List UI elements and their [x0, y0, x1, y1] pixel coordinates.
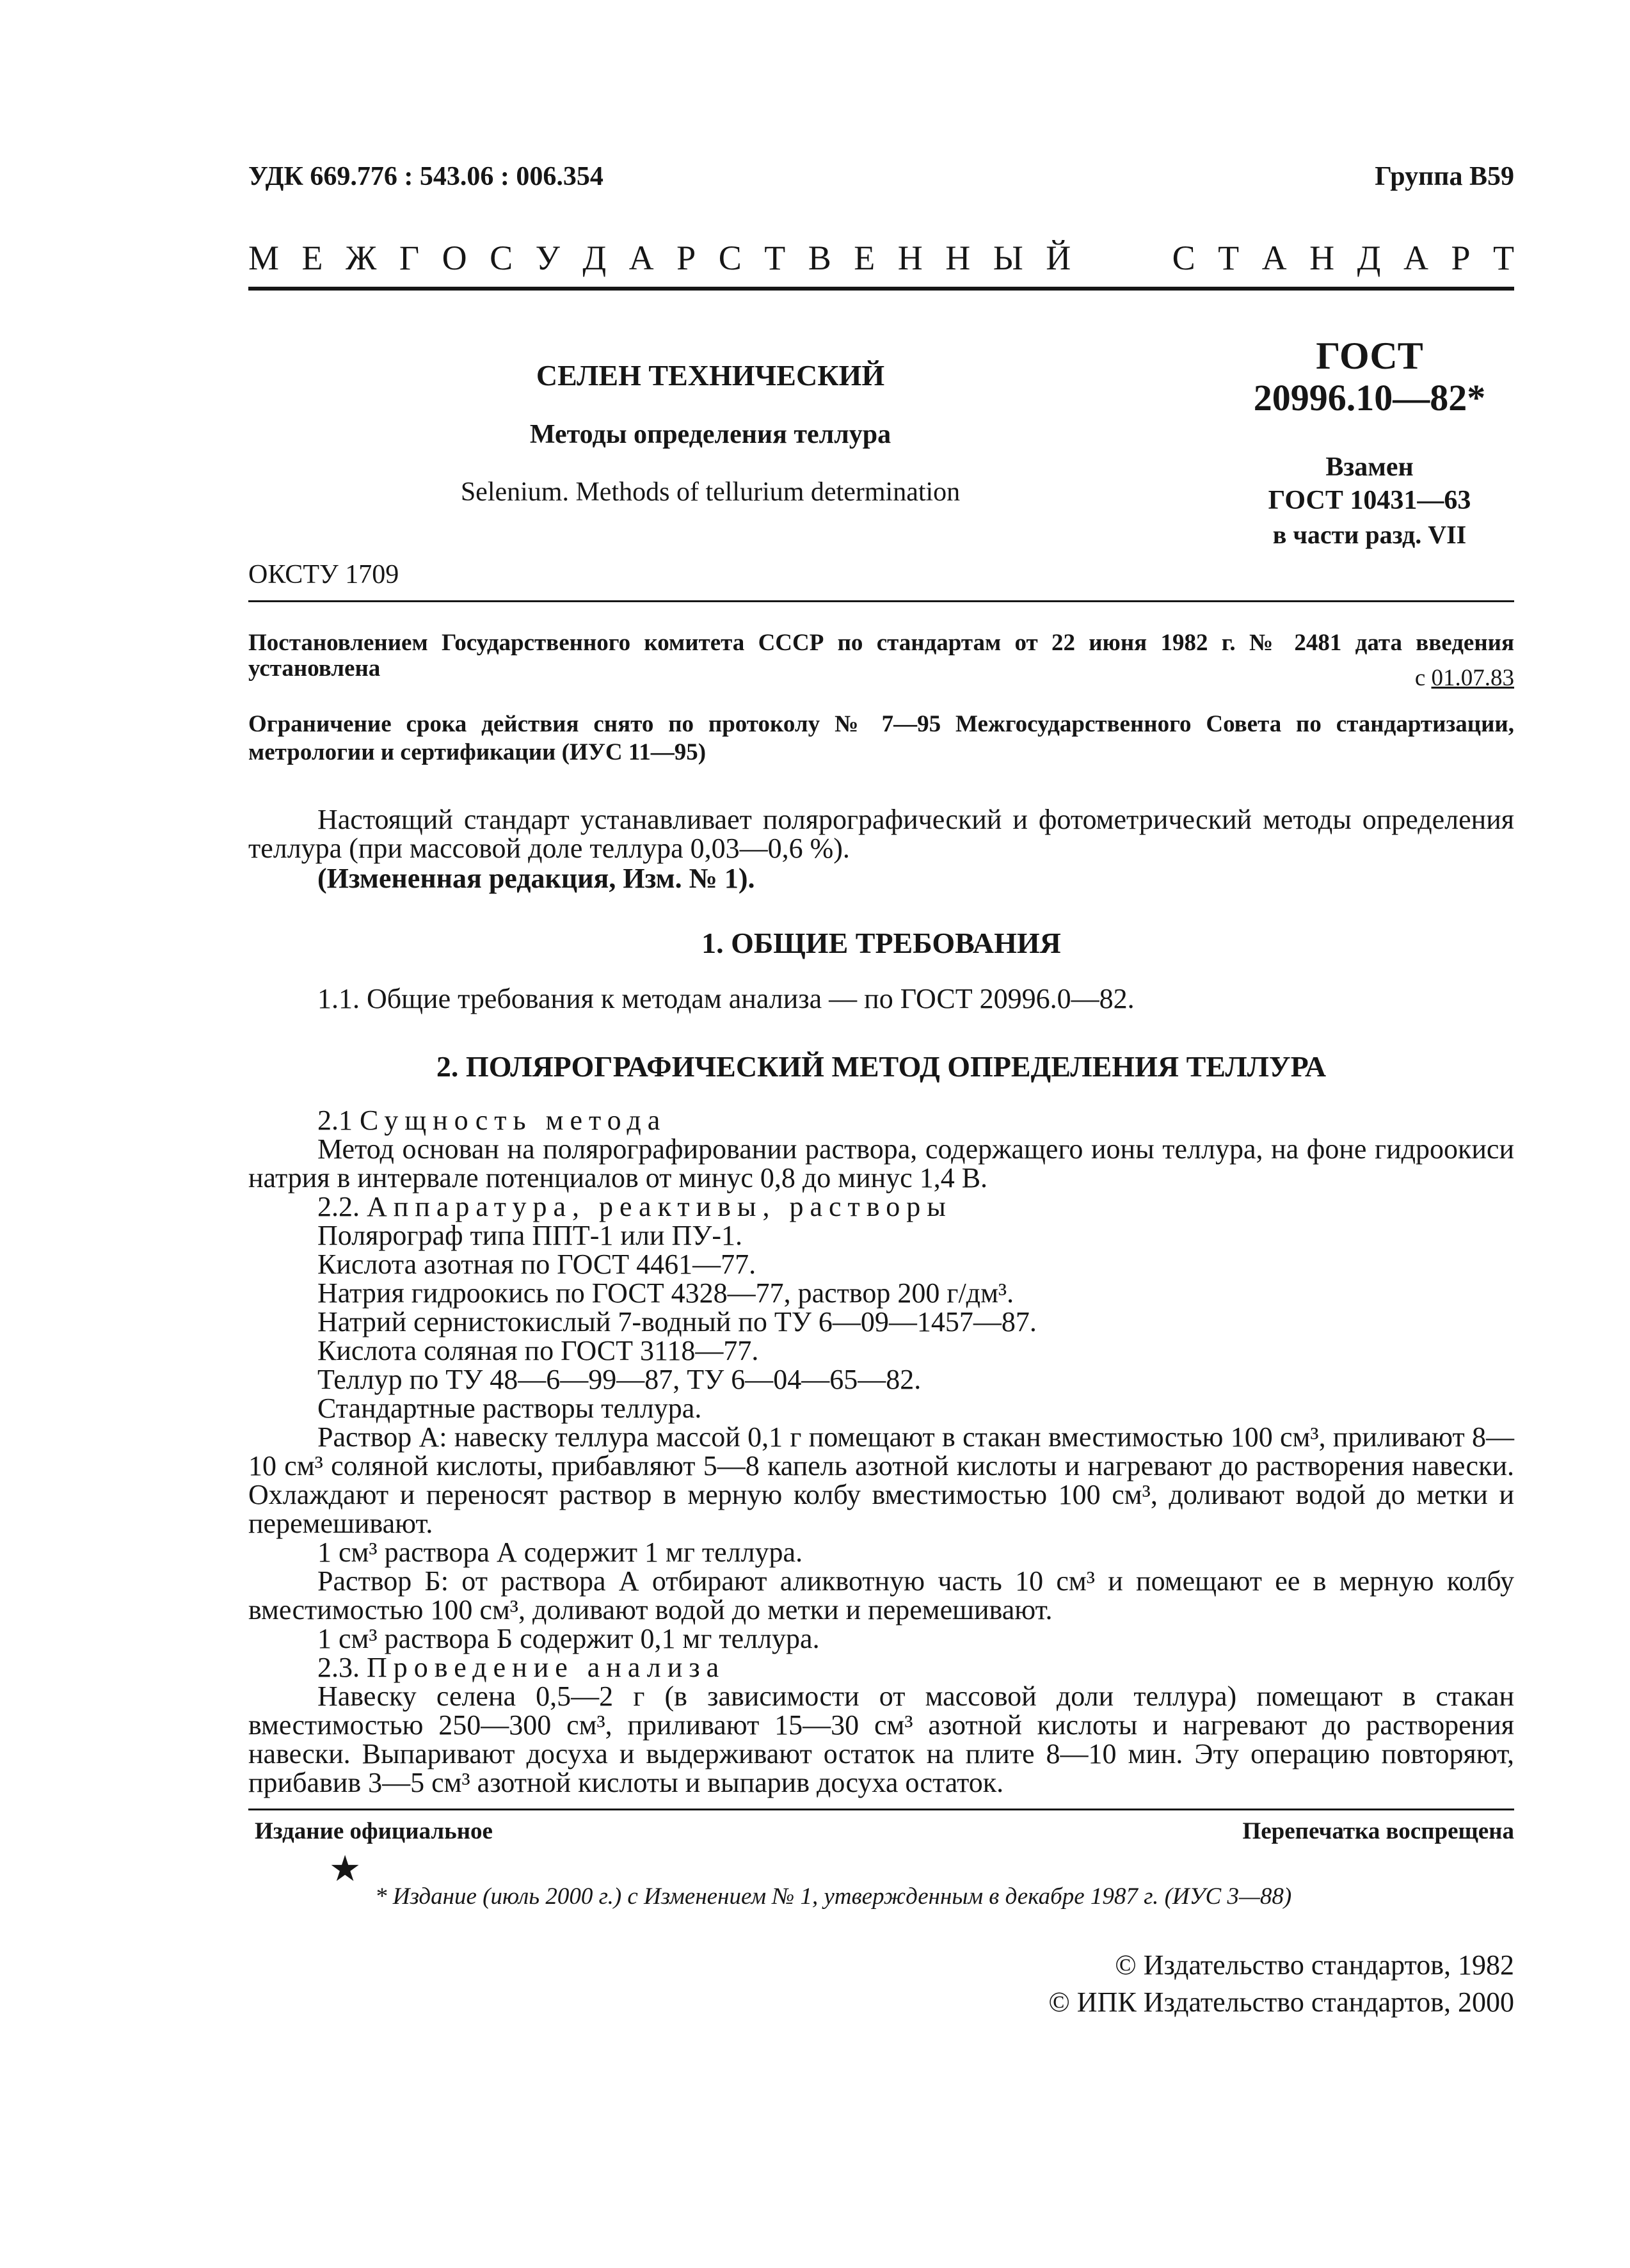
subsection-2-3-title [248, 1653, 1514, 1682]
subsection-2-2-caption: Аппаратура, реактивы, растворы [367, 1191, 952, 1222]
list-item: Кислота соляная по ГОСТ 3118—77. [317, 1335, 759, 1366]
subsection-2-1-caption: Сущность метода [360, 1105, 667, 1136]
limitation-note: Ограничение срока действия снято по протоколу № 7—95 Межгосударственного Совета по стандартизации, метрологии и сертификации (ИУС 11—95) [248, 711, 1514, 765]
subsection-2-3-number: 2.3. [317, 1652, 360, 1683]
section-1-heading: 1. ОБЩИЕ ТРЕБОВАНИЯ [701, 927, 1061, 959]
group-code: Группа В59 [1375, 162, 1514, 191]
copyright-block [1048, 1947, 1514, 2021]
subsection-2-1-title [248, 1106, 1514, 1135]
subsection-2-2-number: 2.2. [317, 1191, 360, 1222]
section-2-body [248, 1106, 1514, 1797]
udc-code: УДК 669.776 : 543.06 : 006.354 [248, 162, 603, 191]
copyright-2000: © ИПК Издательство стандартов, 2000 [1048, 1986, 1514, 2018]
reprint-prohibited: Перепечатка воспрещена [1242, 1818, 1514, 1844]
doc-title-english: Selenium. Methods of tellurium determination [460, 477, 961, 507]
replaces-number: ГОСТ 10431—63 [1268, 486, 1471, 515]
intro-amendment: (Измененная редакция, Изм. № 1). [317, 863, 755, 894]
list-item: Теллур по ТУ 48—6—99—87, ТУ 6—04—65—82. [317, 1364, 922, 1395]
solution-b-text: Раствор Б: от раствора А отбирают аликвотную часть 10 см³ и помещают ее в мерную колбу вместимостью 100 см³, доливают водой до метки и перемешивают. [248, 1565, 1514, 1625]
subsection-2-2-title [248, 1192, 1514, 1221]
banner-rule [248, 287, 1514, 291]
replaces-label: Взамен [1325, 452, 1414, 482]
intro-paragraph: Настоящий стандарт устанавливает полярографический и фотометрический методы определения теллура (при массовой доле теллура 0,03—0,6 %). [248, 804, 1514, 864]
replaces-part: в части разд. VII [1272, 520, 1467, 549]
banner-right: С Т А Н Д А Р Т [1172, 239, 1514, 277]
footer-rule [248, 1809, 1514, 1810]
decree-date-prefix: с [1414, 665, 1426, 691]
section-2-heading: 2. ПОЛЯРОГРАФИЧЕСКИЙ МЕТОД ОПРЕДЕЛЕНИЯ ТЕЛЛУРА [436, 1050, 1327, 1083]
subsection-2-1-text: Метод основан на полярографировании раствора, содержащего ионы теллура, на фоне гидроокиси натрия в интервале потенциалов от минус 0,8 до минус 1,4 В. [248, 1133, 1514, 1194]
section-1-1: 1.1. Общие требования к методам анализа — по ГОСТ 20996.0—82. [317, 983, 1135, 1014]
gost-number: 20996.10—82* [1253, 377, 1486, 419]
solution-b-concentration: 1 см³ раствора Б содержит 0,1 мг теллура. [317, 1623, 820, 1654]
okstu-code: ОКСТУ 1709 [248, 560, 399, 589]
list-item: Стандартные растворы теллура. [317, 1393, 702, 1424]
official-edition: Издание официальное [255, 1818, 493, 1844]
gost-label: ГОСТ [1316, 335, 1423, 377]
list-item: Натрия гидроокись по ГОСТ 4328—77, раствор 200 г/дм³. [317, 1277, 1014, 1309]
standard-banner [248, 238, 1514, 278]
solution-a-concentration: 1 см³ раствора А содержит 1 мг теллура. [317, 1537, 803, 1568]
list-item: Кислота азотная по ГОСТ 4461—77. [317, 1249, 756, 1280]
subsection-2-3-text: Навеску селена 0,5—2 г (в зависимости от массовой доли теллура) помещают в стакан вместимостью 250—300 см³, приливают 15—30 см³ азотной кислоты и нагревают до растворения навески. Выпаривают досуха и выдерживают остаток на плите 8—10 мин. Эту операцию повторяют, прибавив 3—5 см³ азотной кислоты и выпарив досуха остаток. [248, 1681, 1514, 1798]
solution-a-text: Раствор А: навеску теллура массой 0,1 г помещают в стакан вместимостью 100 см³, приливают 8—10 см³ соляной кислоты, прибавляют 5—8 капель азотной кислоты и нагревают до растворения навески. Охлаждают и переносят раствор в мерную колбу вместимостью 100 см³, доливают водой до метки и перемешивают. [248, 1421, 1514, 1539]
list-item: Натрий сернистокислый 7-водный по ТУ 6—09—1457—87. [317, 1306, 1037, 1338]
star-icon: ★ [329, 1849, 362, 1889]
subsection-2-1-number: 2.1 [317, 1105, 353, 1136]
copyright-1982: © Издательство стандартов, 1982 [1115, 1949, 1514, 1981]
decree-date [1415, 664, 1514, 692]
doc-title: СЕЛЕН ТЕХНИЧЕСКИЙ [536, 359, 885, 392]
title-rule [248, 600, 1514, 602]
doc-subtitle: Методы определения теллура [529, 420, 891, 449]
decree-date-value: 01.07.83 [1431, 665, 1514, 691]
edition-note: * Издание (июль 2000 г.) с Изменением № 1, утвержденным в декабре 1987 г. (ИУС 3—88) [375, 1883, 1292, 1910]
list-item: Полярограф типа ППТ-1 или ПУ-1. [317, 1220, 743, 1251]
banner-left: М Е Ж Г О С У Д А Р С Т В Е Н Н Ы Й [248, 239, 1071, 277]
subsection-2-3-caption: Проведение анализа [367, 1652, 726, 1683]
decree-text: Постановлением Государственного комитета СССР по стандартам от 22 июня 1982 г. № 2481 дата введения установлена [248, 630, 1514, 682]
